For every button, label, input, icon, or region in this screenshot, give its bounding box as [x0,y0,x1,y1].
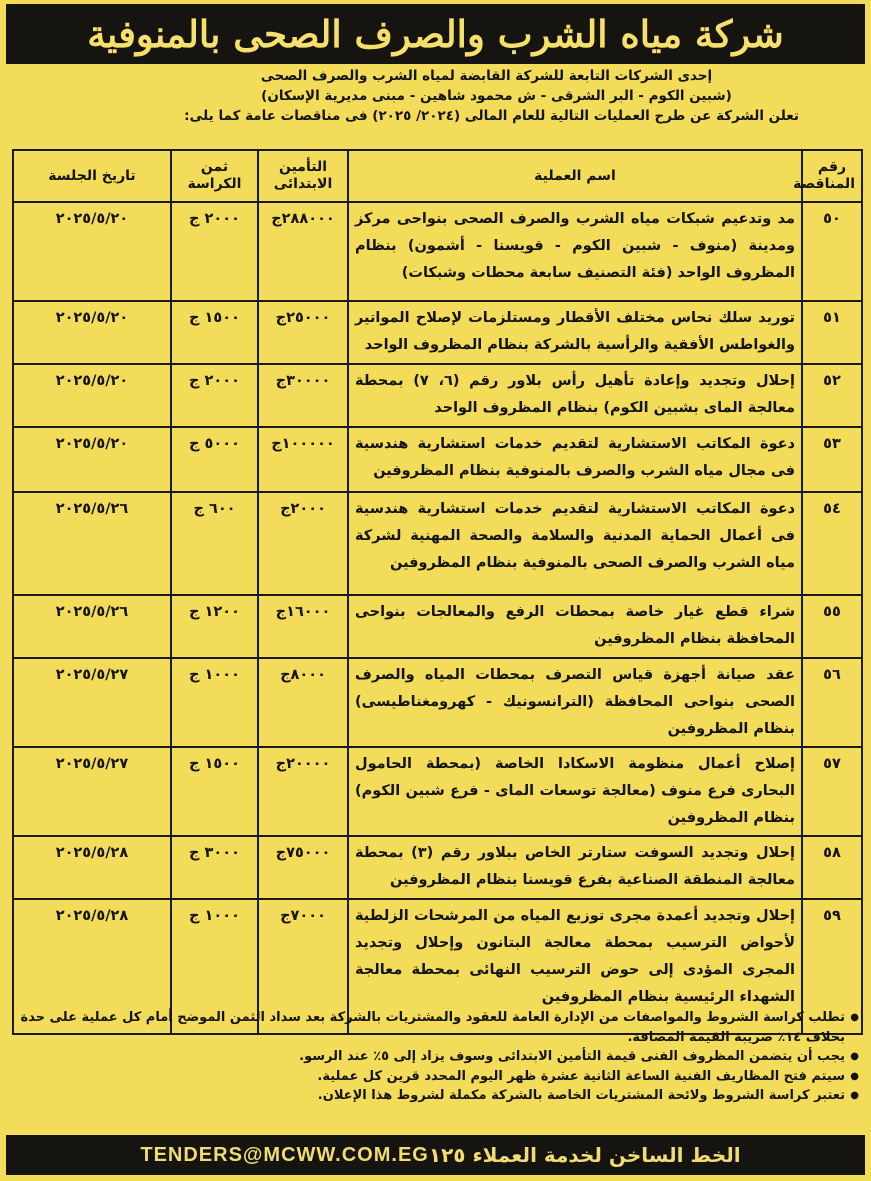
tender-date: ٢٠٢٥/٥/٢٠ [13,301,171,364]
affiliation-line: إحدى الشركات التابعة للشركة القابضة لمياه الشرب والصرف الصحى [260,68,713,84]
table-row [13,747,862,836]
tender-date: ٢٠٢٥/٥/٢٠ [13,427,171,492]
tender-date: ٢٠٢٥/٥/٢٦ [13,595,171,658]
tender-price: ٣٠٠٠ ج [171,836,258,899]
table-row [13,301,862,364]
note-item: ● تعتبر كراسة الشروط ولائحة المشتريات الخاصة بالشركة مكملة لشروط هذا الإعلان. [14,1086,859,1106]
tender-name: إصلاح أعمال منظومة الاسكادا الخاصة (بمحطة الحامول البحارى فرع منوف (معالجة توسعات الماى - فرع شبين الكوم) بنظام المظروفين [348,747,802,836]
tenders-email[interactable]: TENDERS@MCWW.COM.EG [140,1143,429,1166]
tender-price: ١٢٠٠ ج [171,595,258,658]
tender-price: ١٠٠٠ ج [171,899,258,1034]
header-num: رقم المناقصة [802,150,862,202]
tender-date: ٢٠٢٥/٥/٢٠ [13,202,171,301]
hotline-text: الخط الساخن لخدمة العملاء ١٢٥ [428,1143,741,1167]
table-row [13,364,862,427]
tender-name: إحلال وتجديد أعمدة مجرى توزيع المياه من المرشحات الزلطية لأحواض الترسيب بمحطة معالجة البتانون وإحلال وتجديد المجرى المؤدى إلى حوض الترسيب النهائى بمحطة معالجة الشهداء الرئيسية بنظام المظروفين [348,899,802,1034]
tender-name: إحلال وتجديد السوفت ستارتر الخاص ببلاور رقم (٣) بمحطة معالجة المنطقة الصناعية بفرع قويسنا بنظام المظروفين [348,836,802,899]
company-banner [6,4,865,64]
tender-number: ٥١ [802,301,862,364]
tender-name: عقد صيانة أجهزة قياس التصرف بمحطات المياه والصرف الصحى بنواحى المحافظة (الترانسونيك - كهرومغناطيسى) بنظام المظروفين [348,658,802,747]
tender-price: ١٠٠٠ ج [171,658,258,747]
company-title: شركة مياه الشرب والصرف الصحى بالمنوفية [87,12,784,56]
tender-date: ٢٠٢٥/٥/٢٧ [13,658,171,747]
tender-name: شراء قطع غيار خاصة بمحطات الرفع والمعالجات بنواحى المحافظة بنظام المظروفين [348,595,802,658]
tender-price: ٢٠٠٠ ج [171,364,258,427]
tender-number: ٥٤ [802,492,862,595]
tender-number: ٥٦ [802,658,862,747]
hotline-footer [6,1135,865,1175]
tender-price: ٦٠٠ ج [171,492,258,595]
tender-name: توريد سلك نحاس مختلف الأقطار ومستلزمات لإصلاح المواتير والغواطس الأفقية والرأسية بالشركة بنظام المظروف الواحد [348,301,802,364]
tender-insurance: ٨٠٠٠ج [258,658,348,747]
note-item: ● تطلب كراسة الشروط والمواصفات من الإدارة العامة للعقود والمشتريات بالشركة بعد سداد الثمن الموضح أمام كل عملية على حدة بخلاف ١٤٪ ضريبة القيمة المضافة. [14,1008,859,1047]
tender-name: إحلال وتجديد وإعادة تأهيل رأس بلاور رقم (٦، ٧) بمحطة معالجة الماى بشبين الكوم) بنظام المظروف الواحد [348,364,802,427]
table-header-row [13,150,862,202]
table-row [13,492,862,595]
tender-date: ٢٠٢٥/٥/٢٧ [13,747,171,836]
tender-number: ٥٣ [802,427,862,492]
tender-number: ٥٠ [802,202,862,301]
tender-insurance: ٧٥٠٠٠ج [258,836,348,899]
header-price: ثمن الكراسة [171,150,258,202]
tender-date: ٢٠٢٥/٥/٢٠ [13,364,171,427]
tender-number: ٥٩ [802,899,862,1034]
table-row [13,836,862,899]
tender-number: ٥٧ [802,747,862,836]
tender-insurance: ١٦٠٠٠ج [258,595,348,658]
tender-price: ٥٠٠٠ ج [171,427,258,492]
tender-insurance: ١٠٠٠٠٠ج [258,427,348,492]
address-line: (شبين الكوم - البر الشرقى - ش محمود شاهين - مبنى مديرية الإسكان) [261,88,732,104]
table-row [13,658,862,747]
tender-insurance: ٧٠٠٠ج [258,899,348,1034]
header-name: اسم العملية [348,150,802,202]
announcement-header [14,66,859,148]
tender-date: ٢٠٢٥/٥/٢٨ [13,836,171,899]
tender-number: ٥٨ [802,836,862,899]
note-item: ● سيتم فتح المظاريف الفنية الساعة الثانية عشرة ظهر اليوم المحدد قرين كل عملية. [14,1067,859,1087]
tender-insurance: ٣٠٠٠٠ج [258,364,348,427]
tender-insurance: ٢٥٠٠٠ج [258,301,348,364]
table-row [13,427,862,492]
tender-price: ١٥٠٠ ج [171,301,258,364]
note-item: ● يجب أن يتضمن المظروف الفنى قيمة التأمين الابتدائى وسوف يزاد إلى ٥٪ عند الرسو. [14,1047,859,1067]
tender-number: ٥٢ [802,364,862,427]
header-insurance: التأمين الابتدائى [258,150,348,202]
tender-insurance: ٢٠٠٠٠ج [258,747,348,836]
terms-notes [14,1008,859,1132]
tender-insurance: ٢٨٨٠٠٠ج [258,202,348,301]
tender-insurance: ٢٠٠٠ج [258,492,348,595]
tenders-table [12,149,863,1035]
tender-name: دعوة المكاتب الاستشارية لتقديم خدمات استشارية هندسية فى أعمال الحماية المدنية والسلامة والصحة المهنية لشركة مياه الشرب والصرف الصحى بالمنوفية بنظام المظروفين [348,492,802,595]
tender-name: مد وتدعيم شبكات مياه الشرب والصرف الصحى بنواحى مركز ومدينة (منوف - شبين الكوم - قويسنا - أشمون) بنظام المظروف الواحد (فئة التصنيف سابعة محطات وشبكات) [348,202,802,301]
announcement-line: تعلن الشركة عن طرح العمليات التالية للعام المالى (٢٠٢٤/ ٢٠٢٥) فى مناقصات عامة كما يلى: [184,108,799,124]
tender-date: ٢٠٢٥/٥/٢٨ [13,899,171,1034]
tender-number: ٥٥ [802,595,862,658]
tender-date: ٢٠٢٥/٥/٢٦ [13,492,171,595]
header-date: تاريخ الجلسة [13,150,171,202]
tender-name: دعوة المكاتب الاستشارية لتقديم خدمات استشارية هندسية فى مجال مياه الشرب والصرف بالمنوفية بنظام المظروفين [348,427,802,492]
tender-price: ١٥٠٠ ج [171,747,258,836]
table-row [13,595,862,658]
table-row [13,202,862,301]
tender-price: ٢٠٠٠ ج [171,202,258,301]
